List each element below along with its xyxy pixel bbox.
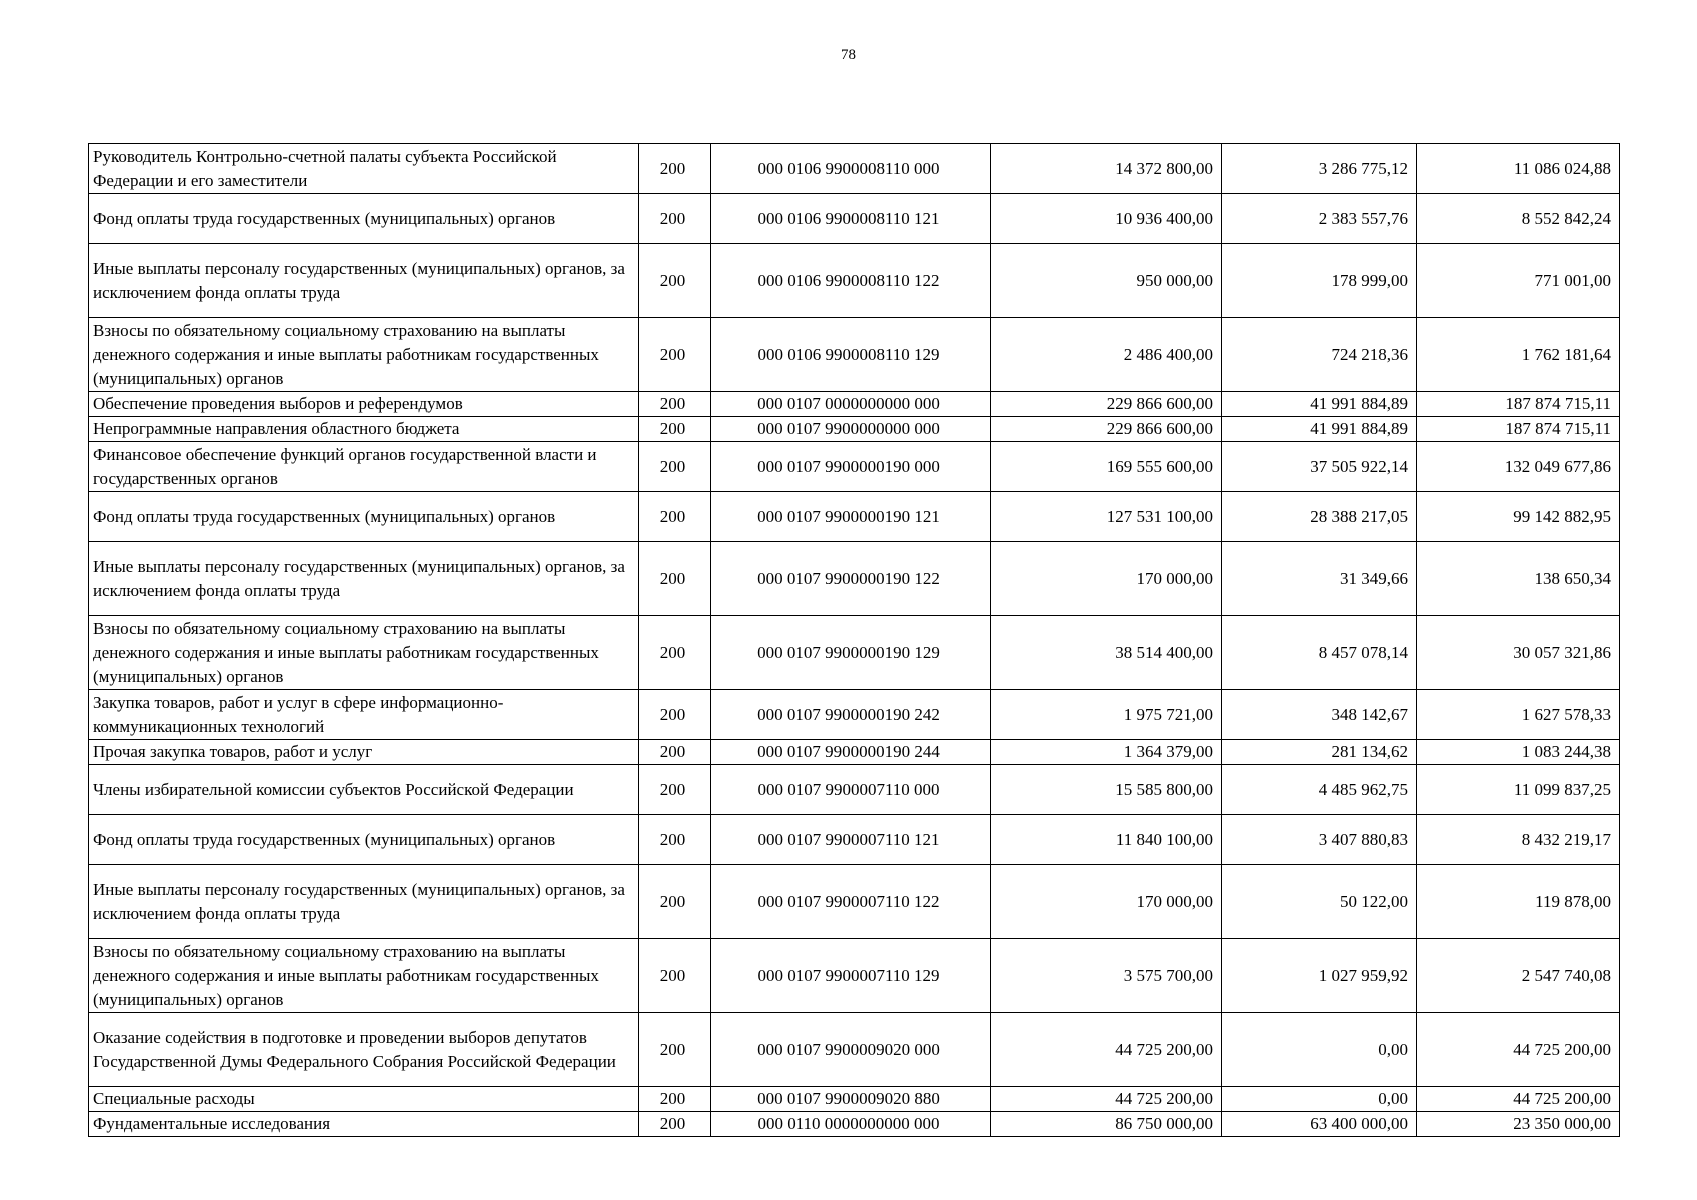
- row-executed: 281 134,62: [1222, 740, 1417, 765]
- row-kbk: 000 0107 0000000000 000: [711, 392, 991, 417]
- row-unexecuted: 44 725 200,00: [1417, 1013, 1620, 1087]
- row-approved: 950 000,00: [991, 244, 1222, 318]
- table-row: [89, 318, 1620, 392]
- row-executed: 41 991 884,89: [1222, 417, 1417, 442]
- table-row: [89, 1112, 1620, 1137]
- row-line-code: 200: [639, 417, 711, 442]
- row-kbk: 000 0107 9900000190 129: [711, 616, 991, 690]
- row-line-code: 200: [639, 194, 711, 244]
- row-line-code: 200: [639, 318, 711, 392]
- row-executed: 3 286 775,12: [1222, 144, 1417, 194]
- table-row: [89, 690, 1620, 740]
- row-kbk: 000 0107 9900000190 000: [711, 442, 991, 492]
- row-name: Специальные расходы: [89, 1087, 639, 1112]
- row-name: Фундаментальные исследования: [89, 1112, 639, 1137]
- row-executed: 0,00: [1222, 1013, 1417, 1087]
- table-row: [89, 194, 1620, 244]
- row-executed: 37 505 922,14: [1222, 442, 1417, 492]
- row-approved: 86 750 000,00: [991, 1112, 1222, 1137]
- row-unexecuted: 187 874 715,11: [1417, 392, 1620, 417]
- table-row: [89, 1087, 1620, 1112]
- row-executed: 28 388 217,05: [1222, 492, 1417, 542]
- row-kbk: 000 0107 9900000190 242: [711, 690, 991, 740]
- table-row: [89, 244, 1620, 318]
- row-unexecuted: 138 650,34: [1417, 542, 1620, 616]
- row-name: Иные выплаты персоналу государственных (муниципальных) органов, за исключением фонда оплаты труда: [89, 542, 639, 616]
- table-row: [89, 1013, 1620, 1087]
- row-executed: 3 407 880,83: [1222, 815, 1417, 865]
- row-unexecuted: 11 099 837,25: [1417, 765, 1620, 815]
- row-approved: 14 372 800,00: [991, 144, 1222, 194]
- row-line-code: 200: [639, 690, 711, 740]
- row-approved: 229 866 600,00: [991, 392, 1222, 417]
- row-unexecuted: 8 432 219,17: [1417, 815, 1620, 865]
- row-line-code: 200: [639, 740, 711, 765]
- row-line-code: 200: [639, 616, 711, 690]
- row-unexecuted: 1 083 244,38: [1417, 740, 1620, 765]
- row-name: Закупка товаров, работ и услуг в сфере информационно-коммуникационных технологий: [89, 690, 639, 740]
- row-name: Члены избирательной комиссии субъектов Российской Федерации: [89, 765, 639, 815]
- row-executed: 178 999,00: [1222, 244, 1417, 318]
- row-name: Иные выплаты персоналу государственных (муниципальных) органов, за исключением фонда оплаты труда: [89, 865, 639, 939]
- row-name: Финансовое обеспечение функций органов государственной власти и государственных органов: [89, 442, 639, 492]
- row-name: Непрограммные направления областного бюджета: [89, 417, 639, 442]
- table-row: [89, 765, 1620, 815]
- row-unexecuted: 8 552 842,24: [1417, 194, 1620, 244]
- row-approved: 229 866 600,00: [991, 417, 1222, 442]
- row-executed: 41 991 884,89: [1222, 392, 1417, 417]
- table-row: [89, 492, 1620, 542]
- row-name: Взносы по обязательному социальному страхованию на выплаты денежного содержания и иные выплаты работникам государственных (муниципальных) органов: [89, 616, 639, 690]
- row-unexecuted: 23 350 000,00: [1417, 1112, 1620, 1137]
- row-kbk: 000 0107 9900007110 121: [711, 815, 991, 865]
- row-kbk: 000 0107 9900007110 000: [711, 765, 991, 815]
- page-number: 78: [841, 47, 856, 63]
- row-name: Иные выплаты персоналу государственных (муниципальных) органов, за исключением фонда оплаты труда: [89, 244, 639, 318]
- row-name: Взносы по обязательному социальному страхованию на выплаты денежного содержания и иные выплаты работникам государственных (муниципальных) органов: [89, 939, 639, 1013]
- table-row: [89, 815, 1620, 865]
- row-kbk: 000 0107 9900009020 880: [711, 1087, 991, 1112]
- row-unexecuted: 2 547 740,08: [1417, 939, 1620, 1013]
- row-name: Оказание содействия в подготовке и проведении выборов депутатов Государственной Думы Федерального Собрания Российской Федерации: [89, 1013, 639, 1087]
- row-approved: 170 000,00: [991, 542, 1222, 616]
- row-unexecuted: 1 762 181,64: [1417, 318, 1620, 392]
- row-approved: 44 725 200,00: [991, 1013, 1222, 1087]
- row-line-code: 200: [639, 144, 711, 194]
- row-unexecuted: 771 001,00: [1417, 244, 1620, 318]
- row-line-code: 200: [639, 865, 711, 939]
- row-unexecuted: 30 057 321,86: [1417, 616, 1620, 690]
- row-approved: 1 364 379,00: [991, 740, 1222, 765]
- row-approved: 3 575 700,00: [991, 939, 1222, 1013]
- row-line-code: 200: [639, 492, 711, 542]
- row-name: Фонд оплаты труда государственных (муниципальных) органов: [89, 194, 639, 244]
- row-kbk: 000 0106 9900008110 122: [711, 244, 991, 318]
- row-kbk: 000 0107 9900007110 129: [711, 939, 991, 1013]
- row-executed: 31 349,66: [1222, 542, 1417, 616]
- row-approved: 2 486 400,00: [991, 318, 1222, 392]
- row-executed: 2 383 557,76: [1222, 194, 1417, 244]
- row-kbk: 000 0107 9900000190 122: [711, 542, 991, 616]
- row-kbk: 000 0107 9900000190 244: [711, 740, 991, 765]
- table-row: [89, 144, 1620, 194]
- row-kbk: 000 0110 0000000000 000: [711, 1112, 991, 1137]
- row-kbk: 000 0107 9900009020 000: [711, 1013, 991, 1087]
- table-row: [89, 865, 1620, 939]
- row-kbk: 000 0107 9900007110 122: [711, 865, 991, 939]
- row-unexecuted: 11 086 024,88: [1417, 144, 1620, 194]
- row-kbk: 000 0106 9900008110 129: [711, 318, 991, 392]
- row-approved: 169 555 600,00: [991, 442, 1222, 492]
- row-line-code: 200: [639, 442, 711, 492]
- row-approved: 15 585 800,00: [991, 765, 1222, 815]
- row-name: Фонд оплаты труда государственных (муниципальных) органов: [89, 492, 639, 542]
- row-kbk: 000 0107 9900000190 121: [711, 492, 991, 542]
- row-approved: 1 975 721,00: [991, 690, 1222, 740]
- row-approved: 38 514 400,00: [991, 616, 1222, 690]
- row-approved: 10 936 400,00: [991, 194, 1222, 244]
- row-name: Взносы по обязательному социальному страхованию на выплаты денежного содержания и иные выплаты работникам государственных (муниципальных) органов: [89, 318, 639, 392]
- row-executed: 724 218,36: [1222, 318, 1417, 392]
- row-executed: 1 027 959,92: [1222, 939, 1417, 1013]
- row-line-code: 200: [639, 392, 711, 417]
- row-executed: 63 400 000,00: [1222, 1112, 1417, 1137]
- row-approved: 127 531 100,00: [991, 492, 1222, 542]
- row-unexecuted: 44 725 200,00: [1417, 1087, 1620, 1112]
- row-name: Обеспечение проведения выборов и референдумов: [89, 392, 639, 417]
- row-approved: 44 725 200,00: [991, 1087, 1222, 1112]
- table-row: [89, 939, 1620, 1013]
- row-executed: 4 485 962,75: [1222, 765, 1417, 815]
- row-unexecuted: 132 049 677,86: [1417, 442, 1620, 492]
- row-kbk: 000 0106 9900008110 121: [711, 194, 991, 244]
- row-executed: 348 142,67: [1222, 690, 1417, 740]
- row-line-code: 200: [639, 939, 711, 1013]
- row-executed: 50 122,00: [1222, 865, 1417, 939]
- expenditure-table: [88, 143, 1620, 1137]
- row-executed: 8 457 078,14: [1222, 616, 1417, 690]
- row-kbk: 000 0107 9900000000 000: [711, 417, 991, 442]
- row-line-code: 200: [639, 542, 711, 616]
- row-approved: 11 840 100,00: [991, 815, 1222, 865]
- row-line-code: 200: [639, 1013, 711, 1087]
- table-row: [89, 740, 1620, 765]
- row-unexecuted: 1 627 578,33: [1417, 690, 1620, 740]
- row-kbk: 000 0106 9900008110 000: [711, 144, 991, 194]
- row-name: Прочая закупка товаров, работ и услуг: [89, 740, 639, 765]
- table-row: [89, 417, 1620, 442]
- row-name: Руководитель Контрольно-счетной палаты субъекта Российской Федерации и его заместители: [89, 144, 639, 194]
- table-row: [89, 616, 1620, 690]
- row-line-code: 200: [639, 765, 711, 815]
- row-unexecuted: 187 874 715,11: [1417, 417, 1620, 442]
- row-unexecuted: 99 142 882,95: [1417, 492, 1620, 542]
- row-unexecuted: 119 878,00: [1417, 865, 1620, 939]
- row-line-code: 200: [639, 1087, 711, 1112]
- row-approved: 170 000,00: [991, 865, 1222, 939]
- row-line-code: 200: [639, 1112, 711, 1137]
- row-line-code: 200: [639, 244, 711, 318]
- table-row: [89, 392, 1620, 417]
- row-executed: 0,00: [1222, 1087, 1417, 1112]
- table-row: [89, 542, 1620, 616]
- row-line-code: 200: [639, 815, 711, 865]
- table-row: [89, 442, 1620, 492]
- row-name: Фонд оплаты труда государственных (муниципальных) органов: [89, 815, 639, 865]
